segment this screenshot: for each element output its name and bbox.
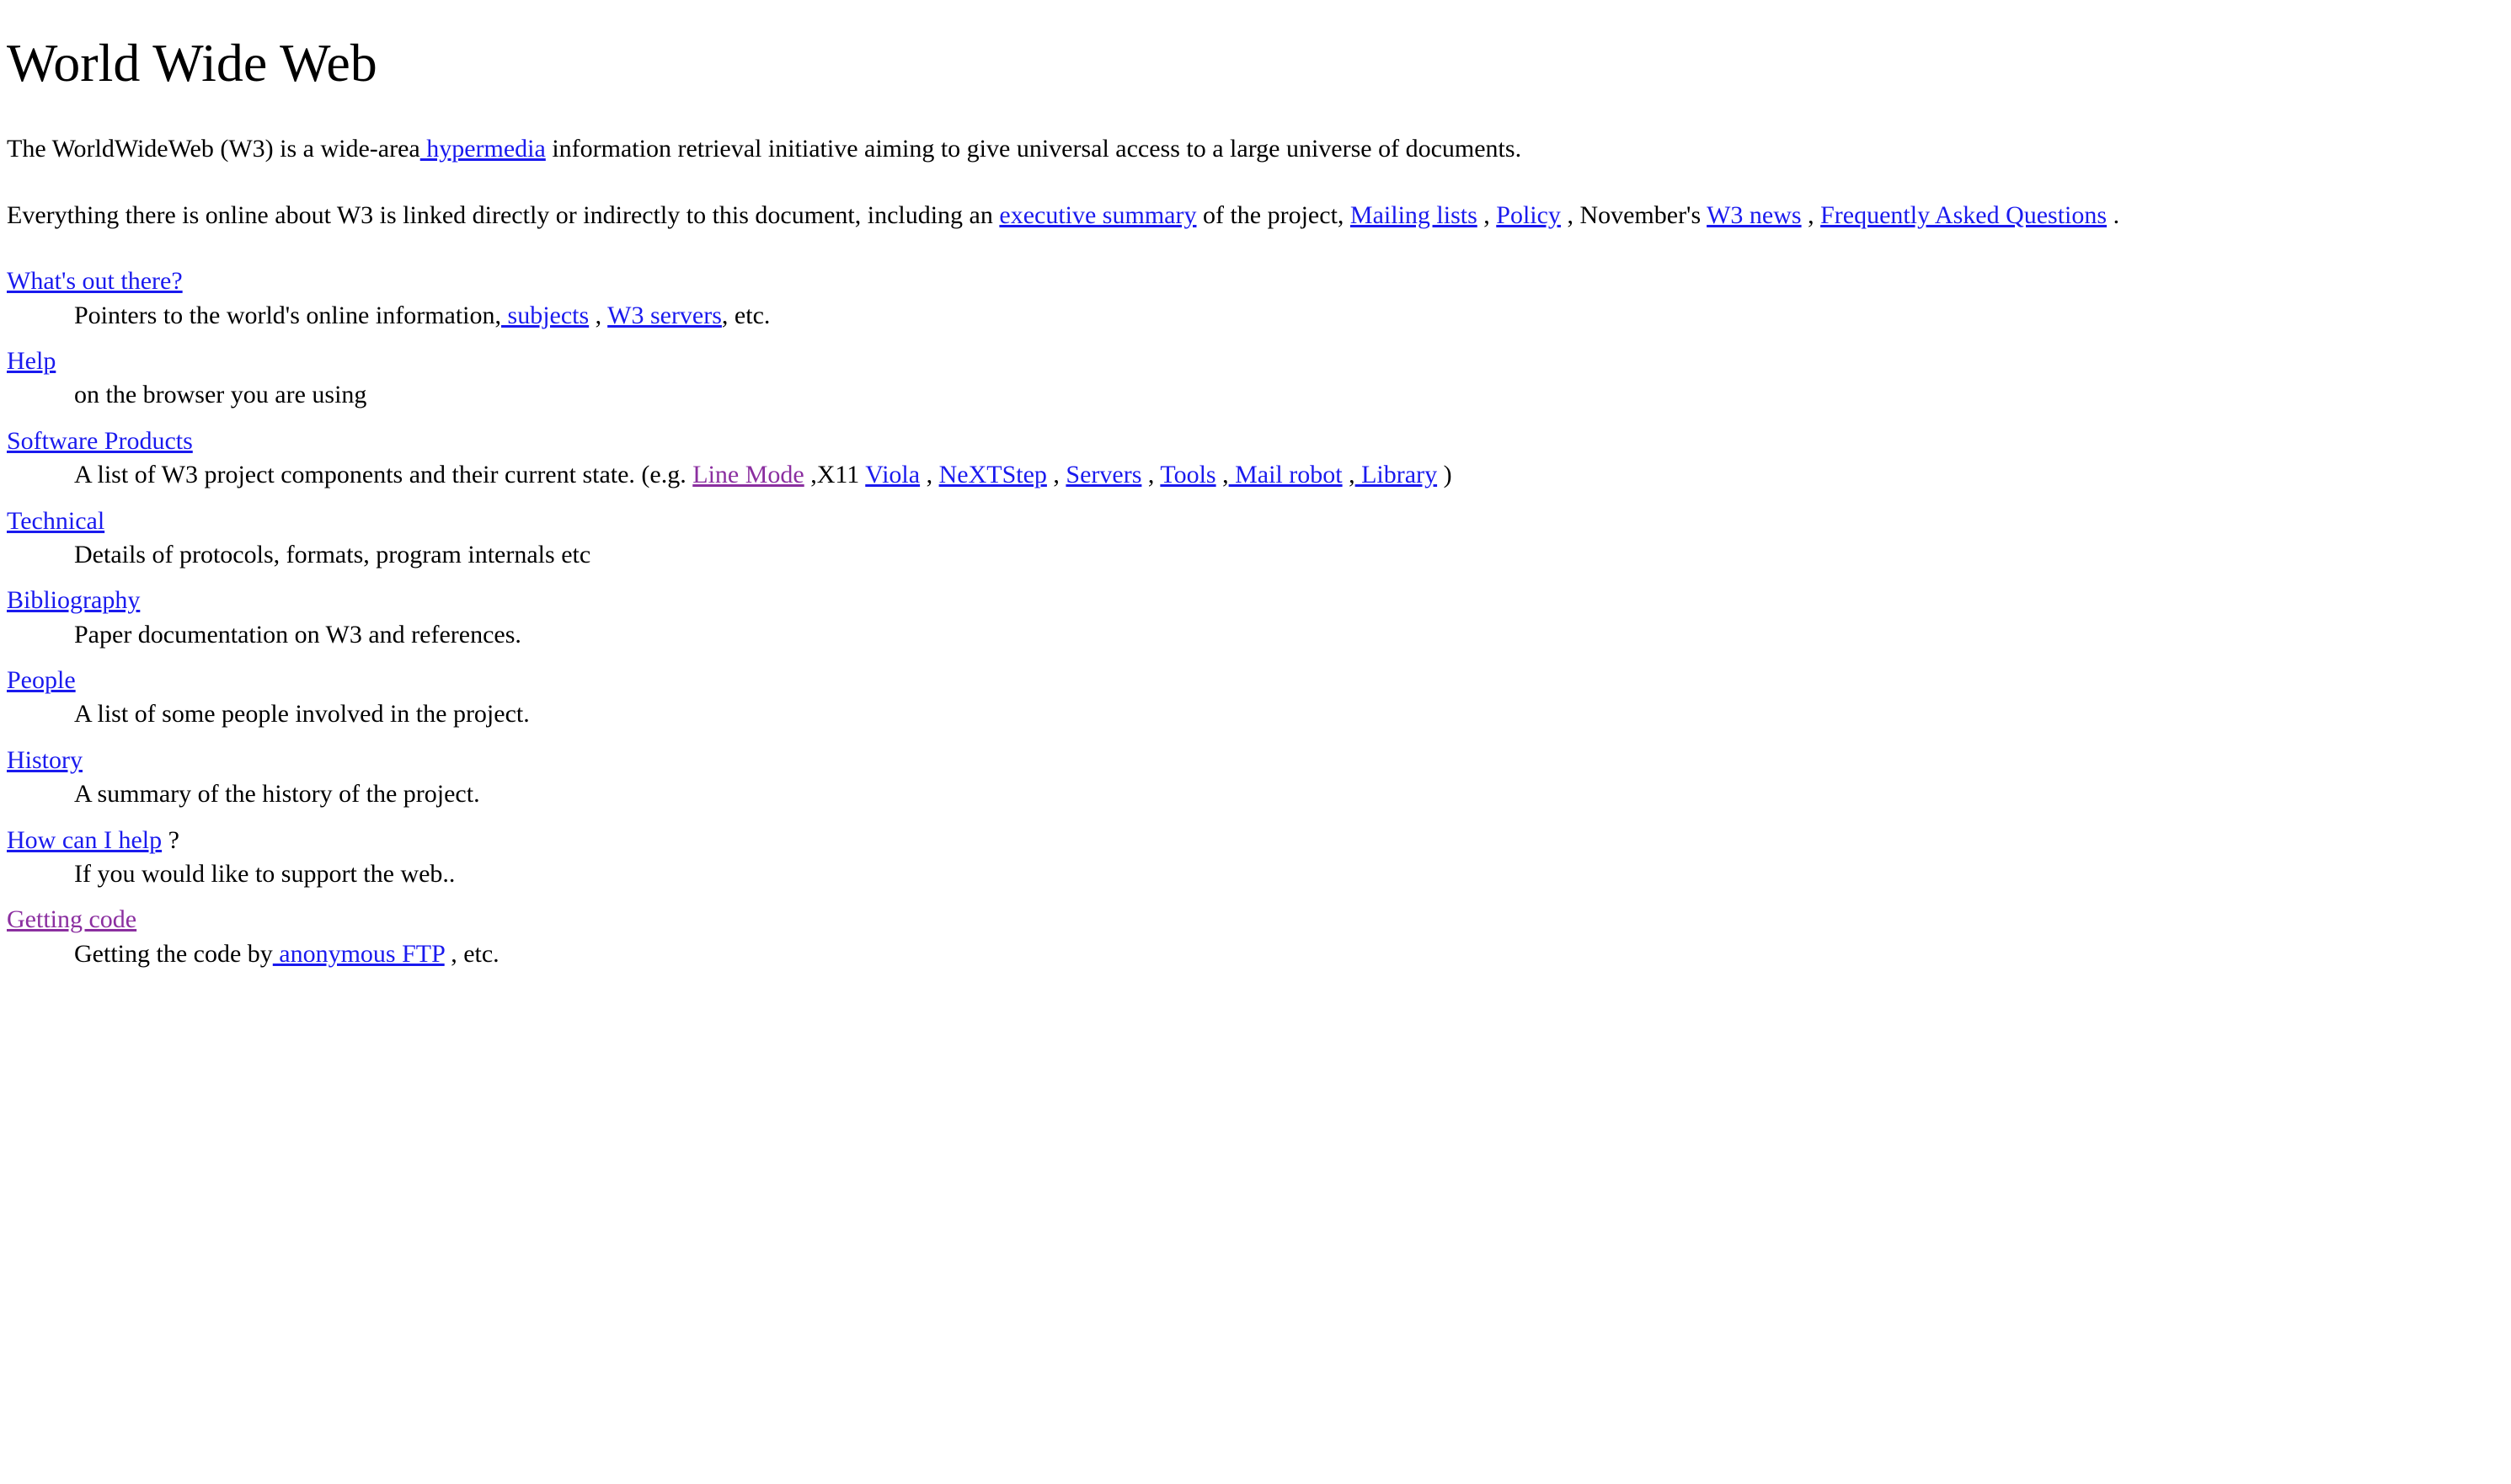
entry-description — [7, 858, 2498, 890]
entry-term — [7, 265, 2498, 299]
entry-description — [7, 379, 2498, 411]
page-title: World Wide Web — [7, 33, 377, 93]
nextstep-link[interactable]: NeXTStep — [938, 461, 1047, 489]
entry-description-text: Getting the code by — [74, 939, 273, 968]
entry-description-text: , — [1342, 461, 1355, 489]
subjects-link[interactable]: subjects — [501, 301, 590, 329]
intro-text-2f: . — [2107, 200, 2120, 229]
hypermedia-link[interactable]: hypermedia — [419, 135, 546, 163]
entry-description-text: , — [920, 461, 939, 489]
intro-text-2d: , November's — [1560, 200, 1707, 229]
entry-description-text: , — [589, 301, 608, 329]
bibliography-link[interactable]: Bibliography — [7, 586, 141, 615]
entry-description-text: on the browser you are using — [74, 381, 367, 409]
entry-term — [7, 825, 2498, 858]
w3-news-link[interactable]: W3 news — [1707, 200, 1802, 229]
entry-description — [7, 698, 2498, 730]
entry-description-text: If you would like to support the web.. — [74, 860, 456, 889]
entry-term — [7, 585, 2498, 618]
faq-link[interactable]: Frequently Asked Questions — [1820, 200, 2108, 229]
entry-term — [7, 904, 2498, 937]
how-can-i-help-link[interactable]: How can I help — [7, 825, 163, 854]
history-link[interactable]: History — [7, 745, 83, 774]
entry-term — [7, 345, 2498, 379]
entry-description-text: ) — [1437, 461, 1452, 489]
entry-description-text: , etc. — [721, 301, 771, 329]
entry-description — [7, 938, 2498, 970]
intro-text-1b: information retrieval initiative aiming to give universal access to a large universe of documents. — [545, 135, 1522, 163]
entry-term-suffix: ? — [162, 825, 179, 854]
intro-text-2c: , — [1477, 200, 1497, 229]
software-products-link[interactable]: Software Products — [7, 426, 193, 455]
intro-paragraph-1 — [7, 133, 2498, 165]
entry-description-text: , — [1141, 461, 1161, 489]
anonymous-ftp-link[interactable]: anonymous FTP — [272, 939, 445, 968]
mailing-lists-link[interactable]: Mailing lists — [1349, 200, 1477, 229]
directory-list — [7, 265, 2498, 970]
people-link[interactable]: People — [7, 666, 76, 695]
intro-text-2a: Everything there is online about W3 is linked directly or indirectly to this document, including an — [7, 200, 1000, 229]
w3-servers-link[interactable]: W3 servers — [607, 301, 722, 329]
entry-term — [7, 505, 2498, 539]
entry-description-text: , etc. — [444, 939, 500, 968]
what-s-out-there-link[interactable]: What's out there? — [7, 267, 183, 296]
entry-description — [7, 459, 2498, 491]
line-mode-link[interactable]: Line Mode — [692, 461, 804, 489]
getting-code-link[interactable]: Getting code — [7, 905, 137, 934]
policy-link[interactable]: Policy — [1496, 200, 1561, 229]
help-link[interactable]: Help — [7, 346, 56, 375]
entry-description — [7, 619, 2498, 651]
entry-term — [7, 745, 2498, 778]
entry-description — [7, 539, 2498, 571]
intro-paragraph-2 — [7, 200, 2498, 232]
entry-description-text: , — [1046, 461, 1066, 489]
entry-term — [7, 665, 2498, 698]
entry-term — [7, 425, 2498, 459]
tools-link[interactable]: Tools — [1160, 461, 1216, 489]
entry-description-text: Pointers to the world's online information, — [74, 301, 502, 329]
entry-description — [7, 300, 2498, 332]
intro-text-1a: The WorldWideWeb (W3) is a wide-area — [7, 135, 420, 163]
entry-description-text: , — [1215, 461, 1229, 489]
servers-link[interactable]: Servers — [1066, 461, 1142, 489]
entry-description-text: A summary of the history of the project. — [74, 780, 480, 809]
technical-link[interactable]: Technical — [7, 506, 105, 535]
library-link[interactable]: Library — [1354, 461, 1438, 489]
viola-link[interactable]: Viola — [865, 461, 921, 489]
executive-summary-link[interactable]: executive summary — [999, 200, 1197, 229]
entry-description-text: Paper documentation on W3 and references. — [74, 620, 521, 649]
entry-description-text: A list of W3 project components and their current state. (e.g. — [74, 461, 693, 489]
entry-description-text: A list of some people involved in the project. — [74, 700, 530, 729]
mail-robot-link[interactable]: Mail robot — [1228, 461, 1343, 489]
entry-description — [7, 778, 2498, 810]
intro-text-2b: of the project, — [1196, 200, 1350, 229]
entry-description-text: Details of protocols, formats, program internals etc — [74, 540, 591, 569]
entry-description-text: ,X11 — [804, 461, 866, 489]
intro-text-2e: , — [1801, 200, 1821, 229]
